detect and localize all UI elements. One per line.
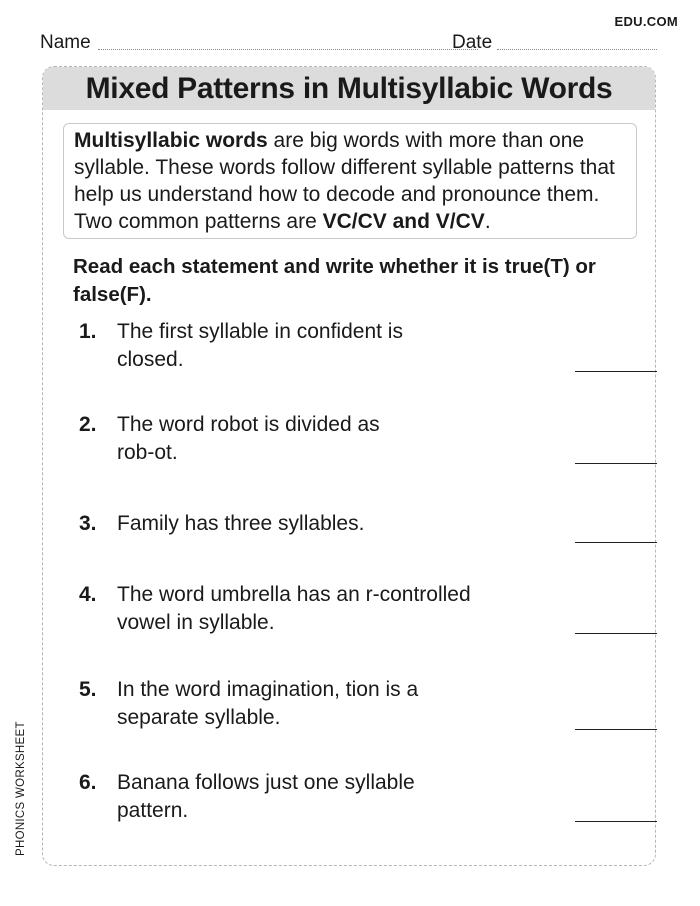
question-text: Banana follows just one syllable pattern. — [117, 771, 415, 822]
title-bar — [43, 67, 655, 110]
intro-text: are big words with more than one syllable. These words follow different syllable patterns that help us understand how to decode and pronounce them. Two common patterns are — [74, 129, 615, 233]
name-date-header — [40, 32, 657, 54]
worksheet-card — [42, 66, 656, 866]
question-text: The first syllable in confident is closed. — [117, 320, 403, 371]
question-number: 6. — [79, 771, 97, 794]
answer-blank-6[interactable] — [575, 821, 657, 822]
name-label: Name — [40, 32, 91, 53]
intro-end: . — [484, 210, 491, 233]
question-text: The word robot is divided as rob-ot. — [117, 413, 380, 464]
name-field[interactable] — [98, 49, 478, 50]
date-label: Date — [452, 32, 493, 53]
question-text: Family has three syllables. — [117, 512, 365, 535]
brand-logo: EDU.COM — [614, 14, 678, 29]
question-number: 2. — [79, 413, 97, 436]
page-title: Mixed Patterns in Multisyllabic Words — [85, 71, 613, 105]
intro-box — [63, 123, 637, 239]
date-field[interactable] — [497, 49, 657, 50]
question-number: 1. — [79, 320, 97, 343]
question-text: In the word imagination, tion is a separate syllable. — [117, 678, 419, 729]
question-number: 5. — [79, 678, 97, 701]
question-text: The word umbrella has an r-controlled vowel in syllable. — [117, 583, 471, 634]
question-number: 3. — [79, 512, 97, 535]
question-number: 4. — [79, 583, 97, 606]
instruction: Read each statement and write whether it is true(T) or false(F). — [73, 255, 596, 306]
side-label: PHONICS WORKSHEET — [15, 721, 27, 856]
intro-bold-tail: VC/CV and V/CV — [322, 210, 485, 233]
answer-blank-2[interactable] — [575, 463, 657, 464]
answer-blank-4[interactable] — [575, 633, 657, 634]
answer-blank-3[interactable] — [575, 542, 657, 543]
answer-blank-5[interactable] — [575, 729, 657, 730]
intro-bold-lead: Multisyllabic words — [74, 129, 268, 152]
answer-blank-1[interactable] — [575, 371, 657, 372]
